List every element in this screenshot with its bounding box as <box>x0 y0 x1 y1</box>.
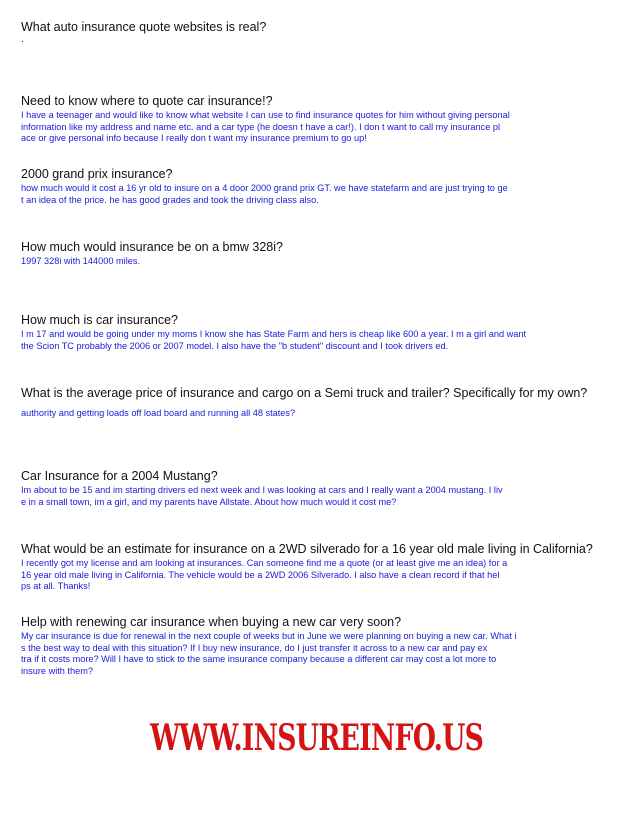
question-block <box>21 615 626 677</box>
question-title: How much is car insurance? <box>21 313 179 327</box>
question-body <box>21 631 626 677</box>
question-body <box>21 485 626 508</box>
question-title: Car Insurance for a 2004 Mustang? <box>21 469 218 483</box>
watermark-logo: WWW.INSUREINFO.US <box>150 717 484 759</box>
question-title: Help with renewing car insurance when buying a new car very soon? <box>21 615 402 629</box>
question-body-line: 16 year old male living in California. The vehicle would be a 2WD 2006 Silverado. I also have a clean record if that hel <box>21 569 500 580</box>
question-title: What would be an estimate for insurance on a 2WD silverado for a 16 year old male living in California? <box>21 542 593 556</box>
question-block <box>21 386 626 420</box>
question-body-line: . <box>21 34 24 45</box>
question-body-line: the Scion TC probably the 2006 or 2007 model. I also have the "b student" discount and I took drivers ed. <box>21 340 449 351</box>
question-title: What auto insurance quote websites is real? <box>21 20 267 34</box>
question-body-line: how much would it cost a 16 yr old to insure on a 4 door 2000 grand prix GT. we have statefarm and are just trying to ge <box>21 183 508 193</box>
question-body <box>21 110 626 145</box>
question-body-line: My car insurance is due for renewal in the next couple of weeks but in June we were planning on buying a new car. What i <box>21 631 517 641</box>
question-block <box>21 240 626 268</box>
question-block <box>21 20 626 45</box>
question-body-line: ace or give personal info because I really don t want my insurance premium to go up! <box>21 133 367 144</box>
question-block <box>21 94 626 145</box>
question-body <box>21 183 626 206</box>
question-body-line: insure with them? <box>21 665 94 676</box>
question-body-line: authority and getting loads off load board and running all 48 states? <box>21 408 296 418</box>
question-body <box>21 329 626 352</box>
question-body-line: I m 17 and would be going under my moms I know she has State Farm and hers is cheap like 600 a year. I m a girl and want <box>21 329 527 339</box>
question-body-line: e in a small town, im a girl, and my parents have Allstate. About how much would it cost me? <box>21 496 397 507</box>
question-body-line: tra if it costs more? Will I have to stick to the same insurance company because a different car may cost a lot more to <box>21 654 497 665</box>
question-title: How much would insurance be on a bmw 328i? <box>21 240 283 254</box>
question-title: What is the average price of insurance and cargo on a Semi truck and trailer? Specifically for my own? <box>21 386 588 400</box>
question-block <box>21 313 626 352</box>
question-body-line: 1997 328i with 144000 miles. <box>21 256 141 266</box>
question-body-line: ps at all. Thanks! <box>21 581 91 592</box>
question-title: 2000 grand prix insurance? <box>21 167 173 181</box>
question-block <box>21 469 626 508</box>
question-body <box>21 408 626 420</box>
question-title: Need to know where to quote car insurance!? <box>21 94 273 108</box>
question-body-line: t an idea of the price. he has good grades and took the driving class also. <box>21 194 319 205</box>
question-body-line: I have a teenager and would like to know what website I can use to find insurance quotes for him without giving personal <box>21 110 510 120</box>
question-block <box>21 542 626 593</box>
question-body-line: s the best way to deal with this situation? If I buy new insurance, do I just transfer it across to a new car and pay ex <box>21 642 488 653</box>
question-body-line: Im about to be 15 and im starting drivers ed next week and I was looking at cars and I really want a 2004 mustang. I liv <box>21 485 503 495</box>
question-body <box>21 558 626 593</box>
question-block <box>21 167 626 206</box>
question-body <box>21 256 626 268</box>
question-body-line: information like my address and name etc. and a car type (he doesn t have a car!). I don t want to call my insurance pl <box>21 121 501 132</box>
question-body-line: I recently got my license and am looking at insurances. Can someone find me a quote (or at least give me an idea) for a <box>21 558 508 568</box>
